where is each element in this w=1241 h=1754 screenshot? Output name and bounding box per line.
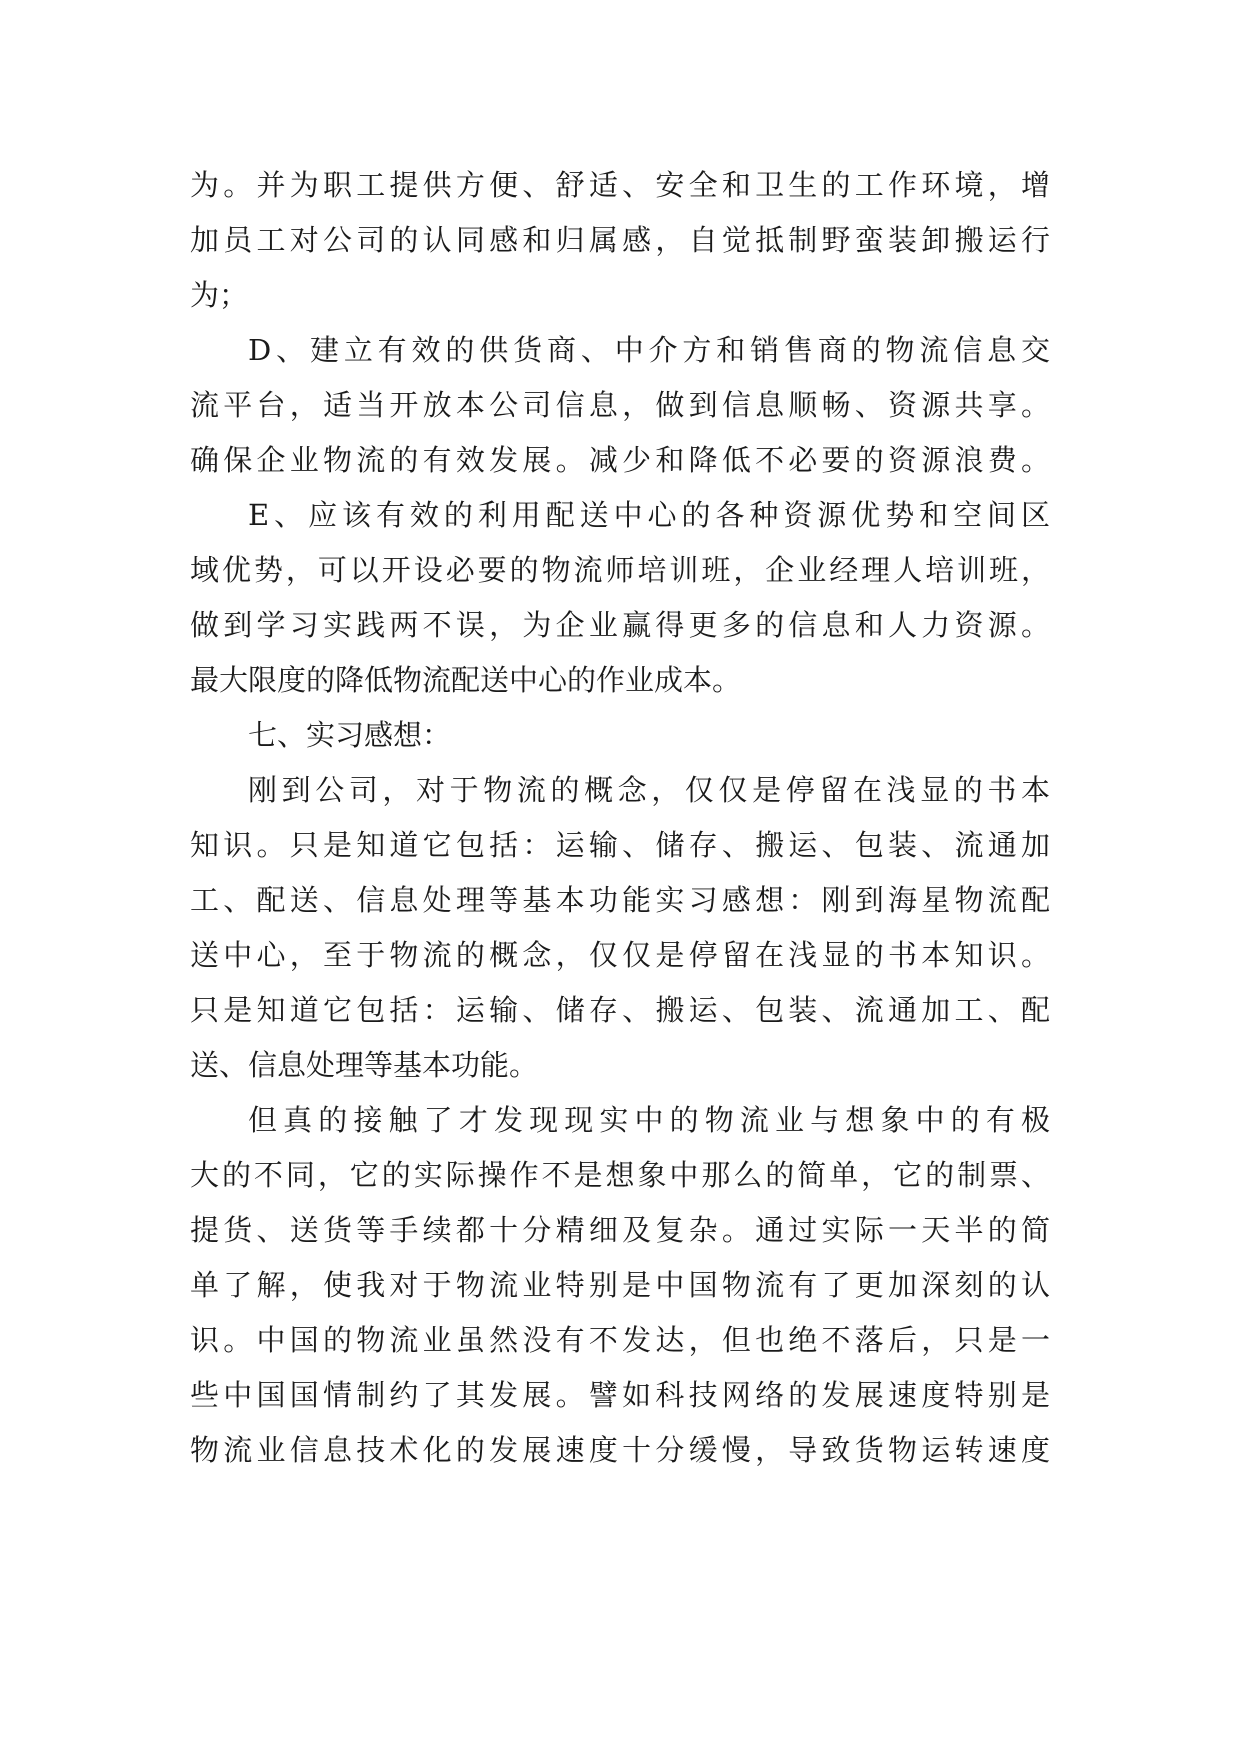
text-line: 做到学习实践两不误，为企业赢得更多的信息和人力资源。 xyxy=(190,608,1050,642)
text-line: 只是知道它包括：运输、储存、搬运、包装、流通加工、配 xyxy=(190,993,1050,1027)
text-line: 送、信息处理等基本功能。 xyxy=(190,1048,539,1082)
text-line: 大的不同，它的实际操作不是想象中那么的简单，它的制票、 xyxy=(190,1158,1050,1192)
text-line: 刚到公司，对于物流的概念，仅仅是停留在浅显的书本 xyxy=(248,773,1050,807)
text-line: 但真的接触了才发现现实中的物流业与想象中的有极 xyxy=(248,1103,1050,1137)
text-line: 加员工对公司的认同感和归属感，自觉抵制野蛮装卸搬运行 xyxy=(190,223,1050,257)
text-line: D、建立有效的供货商、中介方和销售商的物流信息交 xyxy=(248,333,1050,367)
text-line: 提货、送货等手续都十分精细及复杂。通过实际一天半的简 xyxy=(190,1213,1050,1247)
text-line: E、应该有效的利用配送中心的各种资源优势和空间区 xyxy=(248,498,1050,532)
text-line: 工、配送、信息处理等基本功能实习感想：刚到海星物流配 xyxy=(190,883,1050,917)
text-line: 识。中国的物流业虽然没有不发达，但也绝不落后，只是一 xyxy=(190,1323,1050,1357)
text-line: 些中国国情制约了其发展。譬如科技网络的发展速度特别是 xyxy=(190,1378,1050,1412)
text-line: 为。并为职工提供方便、舒适、安全和卫生的工作环境，增 xyxy=(190,168,1050,202)
section-heading: 七、实习感想： xyxy=(248,718,452,752)
text-line: 确保企业物流的有效发展。减少和降低不必要的资源浪费。 xyxy=(190,443,1050,477)
text-line: 流平台，适当开放本公司信息，做到信息顺畅、资源共享。 xyxy=(190,388,1050,422)
text-line: 知识。只是知道它包括：运输、储存、搬运、包装、流通加 xyxy=(190,828,1050,862)
text-line: 单了解，使我对于物流业特别是中国物流有了更加深刻的认 xyxy=(190,1268,1050,1302)
body-text xyxy=(190,158,1050,1478)
text-line: 物流业信息技术化的发展速度十分缓慢，导致货物运转速度 xyxy=(190,1433,1050,1467)
text-line: 为； xyxy=(190,278,249,312)
text-line: 最大限度的降低物流配送中心的作业成本。 xyxy=(190,663,742,697)
text-line: 送中心，至于物流的概念，仅仅是停留在浅显的书本知识。 xyxy=(190,938,1050,972)
text-line: 域优势，可以开设必要的物流师培训班，企业经理人培训班， xyxy=(190,553,1050,587)
